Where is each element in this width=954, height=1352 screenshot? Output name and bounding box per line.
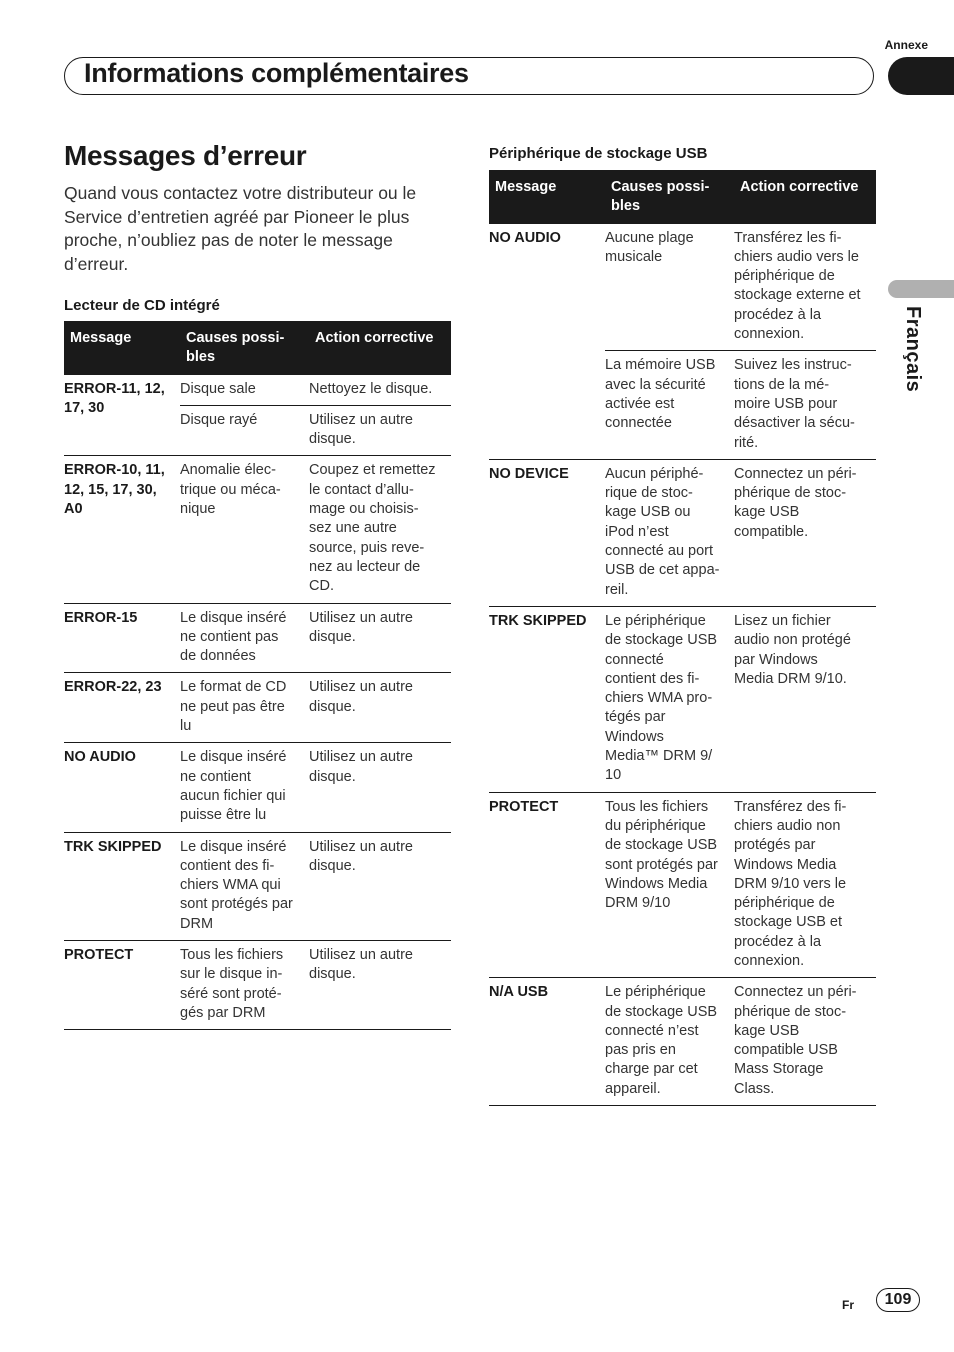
- table-row: [180, 406, 451, 456]
- cause-cell: Le disque inséré contient des fi- chiers WMA qui sont protégés par DRM: [180, 838, 293, 932]
- error-message-cell: NO DEVICE: [489, 465, 569, 482]
- table-row: [180, 833, 451, 940]
- cause-cell: La mémoire USB avec la sécurité activée est connectée: [605, 357, 716, 432]
- table-row: [180, 743, 451, 831]
- cd-error-table: [64, 321, 451, 1030]
- table-row-group: [489, 224, 876, 460]
- table-row: [180, 375, 451, 406]
- action-cell: Transférez des fi- chiers audio non protégés par Windows Media DRM 9/10 vers le périphérique de stockage USB et procédez à la connexion.: [734, 798, 847, 969]
- cause-cell: Aucune plage musicale: [605, 229, 694, 265]
- column-header: Action corrective: [315, 330, 434, 346]
- error-message-cell: TRK SKIPPED: [489, 612, 587, 629]
- table-row: [605, 224, 876, 352]
- cause-cell: Le périphérique de stockage USB connecté n’est pas pris en charge par cet appareil.: [605, 984, 718, 1097]
- action-cell: Coupez et remettez le contact d’allu- mage ou choisis- sez une autre source, puis reve- nez au lecteur de CD.: [309, 462, 436, 595]
- action-cell: Connectez un péri- phérique de stoc- kage USB compatible.: [734, 465, 857, 540]
- table-row-group: [489, 460, 876, 607]
- error-message-cell: NO AUDIO: [489, 229, 561, 246]
- table-header-row: [64, 321, 451, 375]
- table-subrows: [180, 604, 451, 673]
- table-header-row: [489, 170, 876, 224]
- cause-cell: Aucun périphé- rique de stoc- kage USB ou iPod n’est connecté au port USB de cet appa- reil.: [605, 465, 720, 598]
- table-subrows: [180, 833, 451, 940]
- side-tab-marker: [888, 280, 954, 298]
- table-row: [180, 456, 451, 602]
- header-tab-marker: [888, 57, 954, 95]
- intro-paragraph: Quand vous contactez votre distributeur ou le Service d’entretien agréé par Pioneer le plus proche, n’oubliez pas de noter le message d’erreur.: [64, 183, 417, 274]
- action-cell: Utilisez un autre disque.: [309, 947, 413, 983]
- action-cell: Transférez les fi- chiers audio vers le périphérique de stockage externe et procédez à la connexion.: [734, 229, 861, 343]
- table-row: [180, 673, 451, 742]
- table-row-group: [64, 375, 451, 457]
- table-subrows: [605, 978, 876, 1105]
- table-subrows: [180, 743, 451, 831]
- error-message-cell: ERROR-10, 11, 12, 15, 17, 30, A0: [64, 462, 165, 518]
- usb-error-table: [489, 170, 876, 1106]
- table-subrows: [180, 673, 451, 742]
- cause-cell: Le périphérique de stockage USB connecté contient des fi- chiers WMA pro- tégés par Windows Media™ DRM 9/ 10: [605, 612, 718, 784]
- usb-table-title: Périphérique de stockage USB: [489, 145, 708, 162]
- action-cell: Utilisez un autre disque.: [309, 411, 413, 448]
- column-header: Message: [70, 330, 132, 346]
- table-row: [180, 941, 451, 1029]
- action-cell: Connectez un péri- phérique de stoc- kage USB compatible USB Mass Storage Class.: [734, 984, 857, 1097]
- annexe-label: Annexe: [884, 38, 928, 52]
- table-row-group: [64, 941, 451, 1030]
- column-header: Action corrective: [740, 179, 859, 195]
- error-message-cell: N/A USB: [489, 984, 549, 1001]
- table-row-group: [64, 604, 451, 674]
- cause-cell: Le disque inséré ne contient aucun fichier qui puisse être lu: [180, 749, 287, 824]
- table-row-group: [64, 673, 451, 743]
- cause-cell: Disque rayé: [180, 411, 258, 428]
- action-cell: Lisez un fichier audio non protégé par Windows Media DRM 9/10.: [734, 612, 851, 687]
- action-cell: Suivez les instruc- tions de la mé- moire USB pour désactiver la sécu- rité.: [734, 357, 855, 451]
- table-subrows: [180, 375, 451, 456]
- table-row-group: [64, 743, 451, 832]
- action-cell: Utilisez un autre disque.: [309, 749, 413, 785]
- table-subrows: [605, 460, 876, 606]
- table-row: [605, 351, 876, 458]
- footer-language: Fr: [842, 1298, 854, 1312]
- table-subrows: [180, 456, 451, 602]
- section-title: Messages d’erreur: [64, 140, 307, 171]
- table-row-group: [64, 456, 451, 603]
- table-row-group: [489, 607, 876, 793]
- table-subrows: [605, 607, 876, 792]
- action-cell: Utilisez un autre disque.: [309, 679, 413, 715]
- page-number: 109: [876, 1288, 920, 1312]
- language-tab-label: Français: [902, 306, 924, 393]
- action-cell: Utilisez un autre disque.: [309, 838, 413, 874]
- cause-cell: Tous les fichiers du périphérique de stockage USB sont protégés par Windows Media DRM 9/10: [605, 798, 718, 912]
- cause-cell: Le disque inséré ne contient pas de données: [180, 609, 287, 665]
- cause-cell: Le format de CD ne peut pas être lu: [180, 679, 287, 735]
- error-message-cell: ERROR-11, 12, 17, 30: [64, 380, 165, 416]
- table-subrows: [180, 941, 451, 1029]
- action-cell: Utilisez un autre disque.: [309, 609, 413, 645]
- table-row-group: [64, 833, 451, 941]
- column-header: Message: [495, 179, 557, 195]
- cd-table-title: Lecteur de CD intégré: [64, 297, 220, 314]
- cause-cell: Tous les fichiers sur le disque in- séré sont proté- gés par DRM: [180, 947, 284, 1021]
- table-subrows: [605, 224, 876, 459]
- column-header: Causes possi- bles: [186, 330, 285, 366]
- table-row: [605, 978, 876, 1105]
- error-message-cell: ERROR-15: [64, 609, 138, 626]
- error-message-cell: PROTECT: [489, 798, 559, 815]
- error-message-cell: TRK SKIPPED: [64, 838, 162, 855]
- action-cell: Nettoyez le disque.: [309, 380, 433, 397]
- error-message-cell: NO AUDIO: [64, 749, 136, 766]
- error-message-cell: ERROR-22, 23: [64, 679, 162, 696]
- table-subrows: [605, 793, 876, 978]
- page-title: Informations complémentaires: [84, 58, 469, 88]
- table-row: [605, 460, 876, 606]
- table-row-group: [489, 978, 876, 1106]
- cause-cell: Disque sale: [180, 380, 256, 397]
- table-row: [180, 604, 451, 673]
- cause-cell: Anomalie élec- trique ou méca- nique: [180, 462, 281, 518]
- error-message-cell: PROTECT: [64, 947, 134, 964]
- table-row: [605, 607, 876, 792]
- column-header: Causes possi- bles: [611, 179, 710, 215]
- table-row: [605, 793, 876, 978]
- table-row-group: [489, 793, 876, 979]
